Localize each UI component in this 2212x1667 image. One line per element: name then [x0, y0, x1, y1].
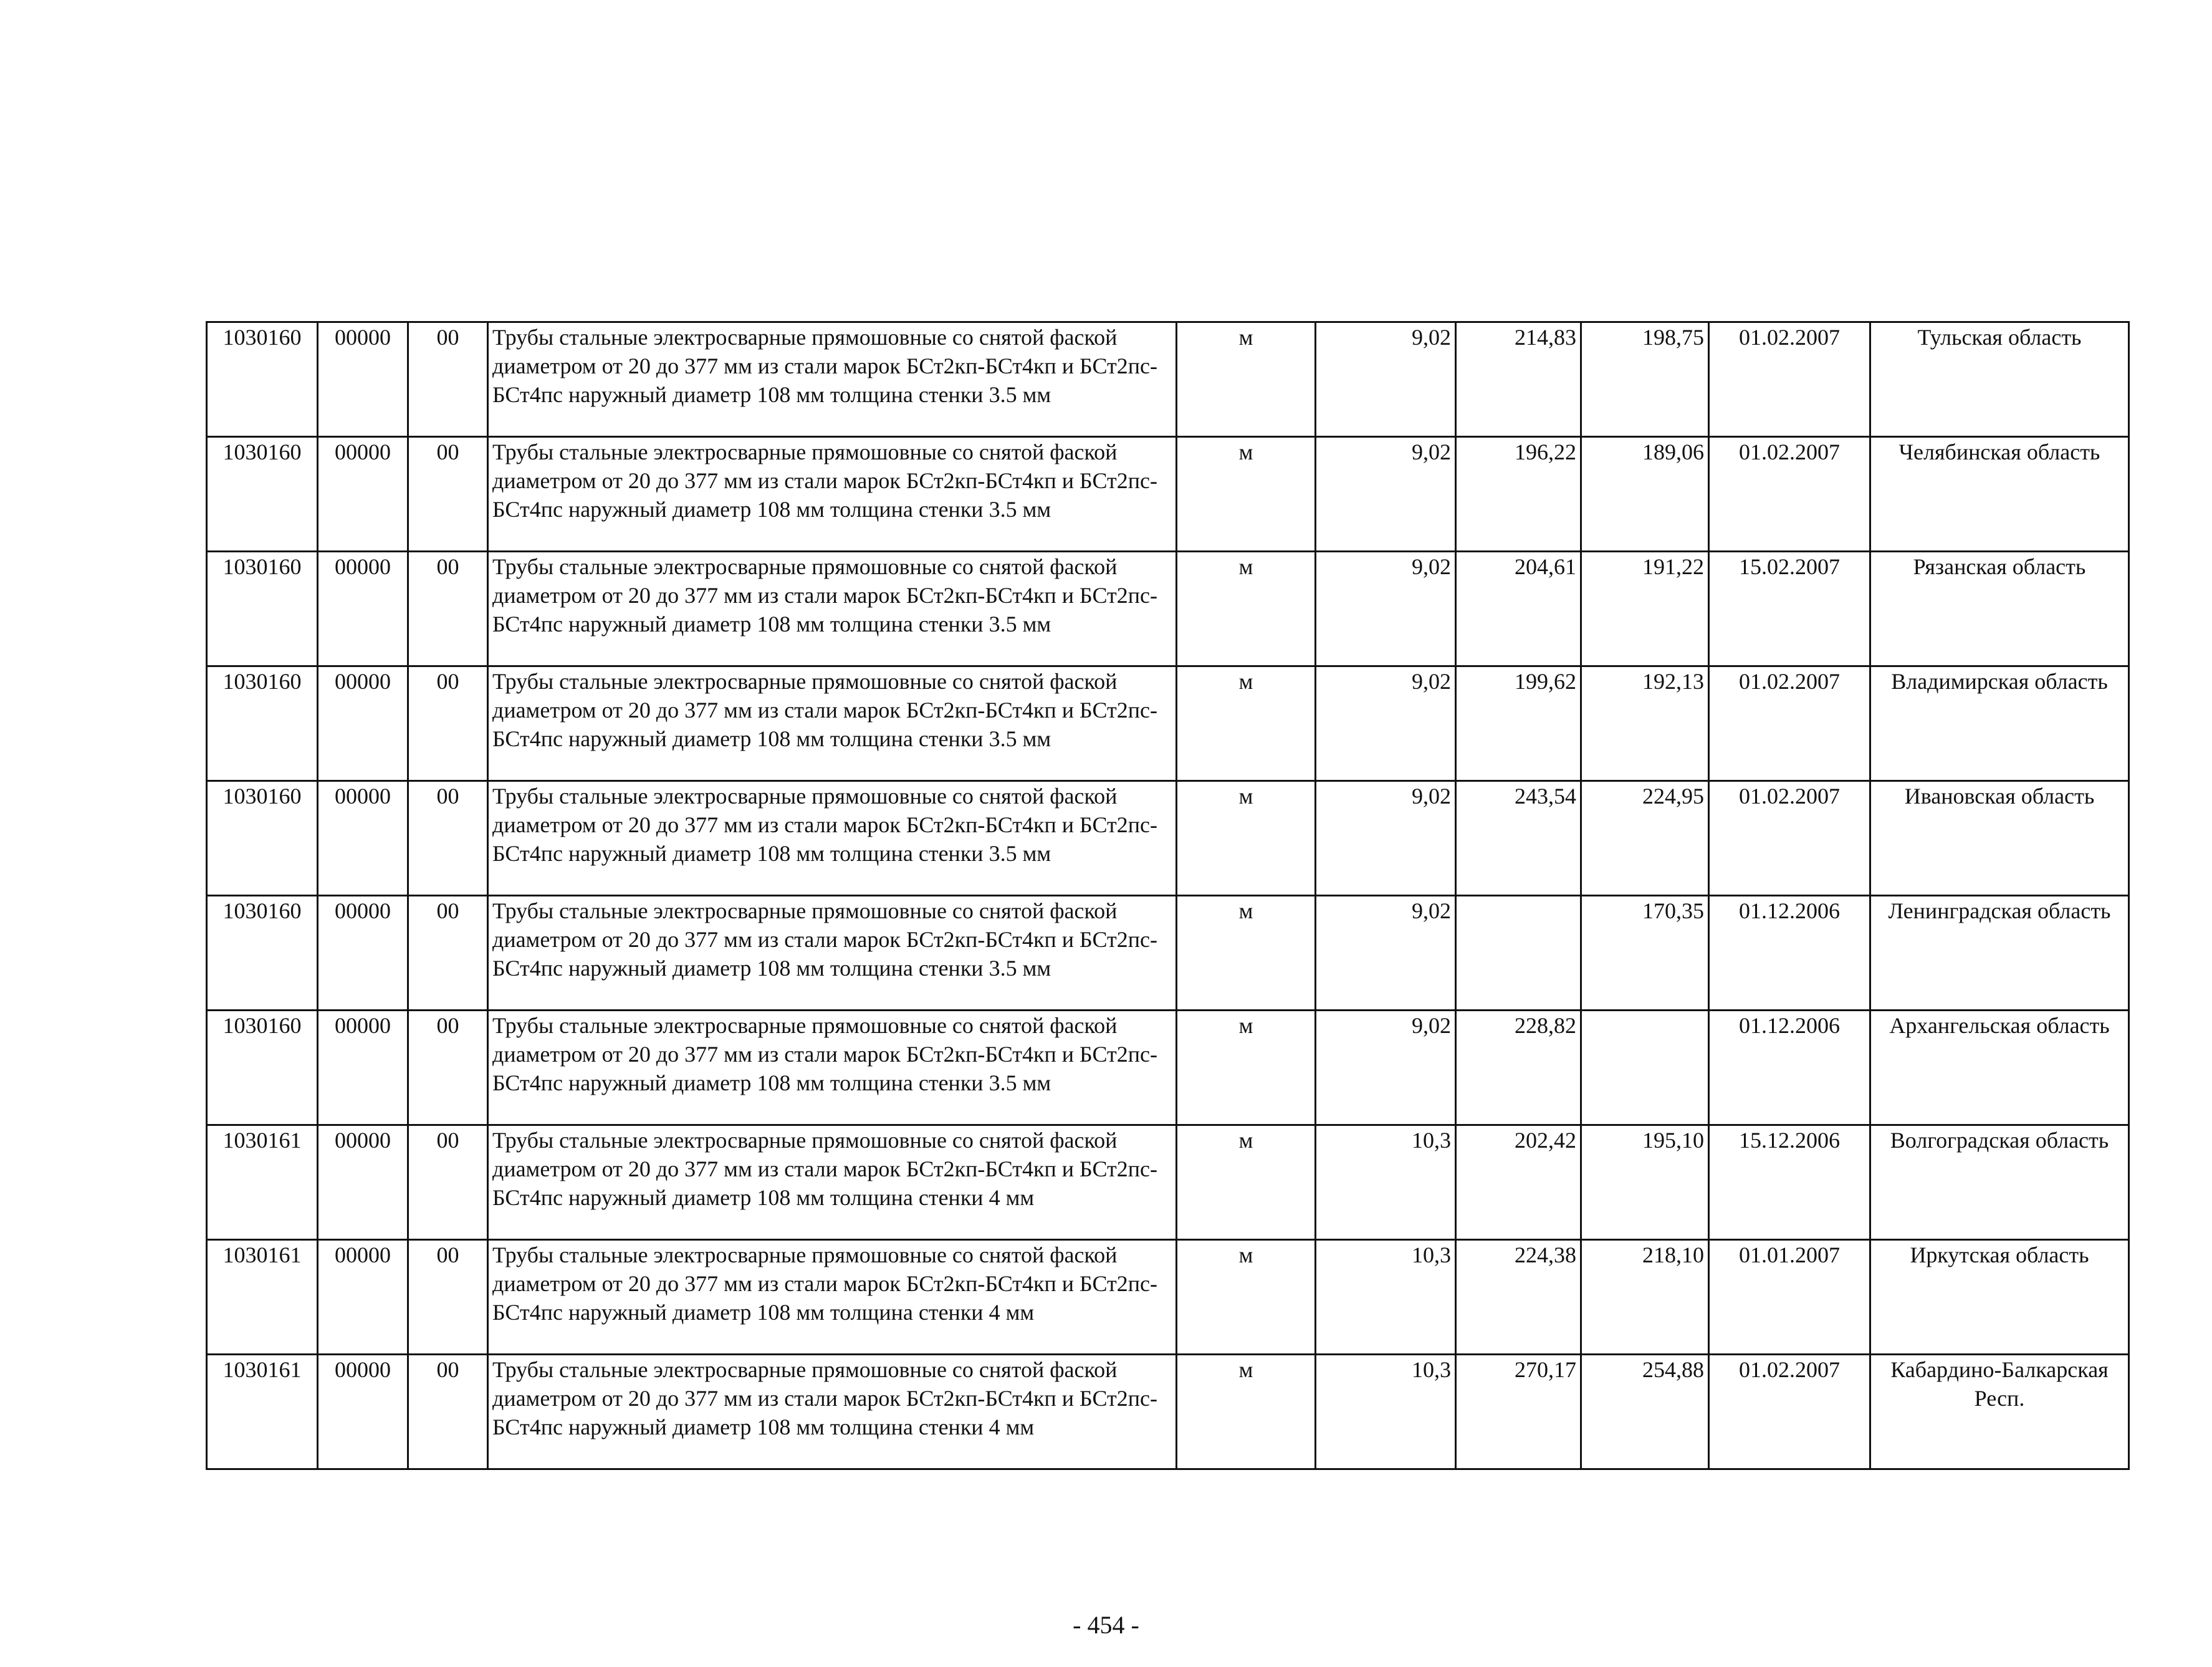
description-cell: Трубы стальные электросварные прямошовные со снятой фаской диаметром от 20 до 377 мм из стали марок БСт2кп-БСт4кп и БСт2пс-БСт4пс наружный диаметр 108 мм толщина стенки 3.5 мм	[488, 437, 1177, 552]
sub-code-cell: 00000	[318, 666, 408, 781]
date-cell: 01.12.2006	[1709, 896, 1870, 1011]
description-cell: Трубы стальные электросварные прямошовные со снятой фаской диаметром от 20 до 377 мм из стали марок БСт2кп-БСт4кп и БСт2пс-БСт4пс наружный диаметр 108 мм толщина стенки 4 мм	[488, 1240, 1177, 1355]
description-cell: Трубы стальные электросварные прямошовные со снятой фаской диаметром от 20 до 377 мм из стали марок БСт2кп-БСт4кп и БСт2пс-БСт4пс наружный диаметр 108 мм толщина стенки 4 мм	[488, 1125, 1177, 1240]
unit-cell: м	[1177, 437, 1316, 552]
description-cell: Трубы стальные электросварные прямошовные со снятой фаской диаметром от 20 до 377 мм из стали марок БСт2кп-БСт4кп и БСт2пс-БСт4пс наружный диаметр 108 мм толщина стенки 3.5 мм	[488, 1011, 1177, 1125]
price-alt-cell: 224,95	[1581, 781, 1709, 896]
item-code-cell: 1030160	[207, 552, 318, 666]
sub-code-cell: 00000	[318, 1355, 408, 1469]
description-cell: Трубы стальные электросварные прямошовные со снятой фаской диаметром от 20 до 377 мм из стали марок БСт2кп-БСт4кп и БСт2пс-БСт4пс наружный диаметр 108 мм толщина стенки 3.5 мм	[488, 781, 1177, 896]
date-cell: 01.02.2007	[1709, 666, 1870, 781]
item-code-cell: 1030160	[207, 322, 318, 437]
weight-cell: 9,02	[1316, 322, 1456, 437]
variant-code-cell: 00	[408, 781, 488, 896]
item-code-cell: 1030160	[207, 437, 318, 552]
item-code-cell: 1030161	[207, 1355, 318, 1469]
sub-code-cell: 00000	[318, 781, 408, 896]
description-cell: Трубы стальные электросварные прямошовные со снятой фаской диаметром от 20 до 377 мм из стали марок БСт2кп-БСт4кп и БСт2пс-БСт4пс наружный диаметр 108 мм толщина стенки 3.5 мм	[488, 552, 1177, 666]
price-cell: 204,61	[1456, 552, 1581, 666]
date-cell: 15.02.2007	[1709, 552, 1870, 666]
item-code-cell: 1030160	[207, 781, 318, 896]
price-alt-cell: 189,06	[1581, 437, 1709, 552]
item-code-cell: 1030160	[207, 666, 318, 781]
unit-cell: м	[1177, 896, 1316, 1011]
unit-cell: м	[1177, 322, 1316, 437]
description-cell: Трубы стальные электросварные прямошовные со снятой фаской диаметром от 20 до 377 мм из стали марок БСт2кп-БСт4кп и БСт2пс-БСт4пс наружный диаметр 108 мм толщина стенки 4 мм	[488, 1355, 1177, 1469]
sub-code-cell: 00000	[318, 896, 408, 1011]
variant-code-cell: 00	[408, 1011, 488, 1125]
unit-cell: м	[1177, 781, 1316, 896]
unit-cell: м	[1177, 1011, 1316, 1125]
variant-code-cell: 00	[408, 437, 488, 552]
sub-code-cell: 00000	[318, 437, 408, 552]
region-cell: Рязанская область	[1870, 552, 2129, 666]
region-cell: Волгоградская область	[1870, 1125, 2129, 1240]
weight-cell: 10,3	[1316, 1125, 1456, 1240]
page-number: - 454 -	[1073, 1611, 1139, 1639]
region-cell: Владимирская область	[1870, 666, 2129, 781]
price-cell: 270,17	[1456, 1355, 1581, 1469]
weight-cell: 9,02	[1316, 552, 1456, 666]
item-code-cell: 1030160	[207, 1011, 318, 1125]
region-cell: Архангельская область	[1870, 1011, 2129, 1125]
region-cell: Кабардино-Балкарская Респ.	[1870, 1355, 2129, 1469]
variant-code-cell: 00	[408, 1125, 488, 1240]
weight-cell: 10,3	[1316, 1240, 1456, 1355]
unit-cell: м	[1177, 1240, 1316, 1355]
price-cell	[1456, 896, 1581, 1011]
item-code-cell: 1030160	[207, 896, 318, 1011]
table-row	[207, 1011, 2129, 1125]
price-table	[206, 321, 2130, 1470]
table-row	[207, 1125, 2129, 1240]
variant-code-cell: 00	[408, 552, 488, 666]
date-cell: 01.02.2007	[1709, 322, 1870, 437]
variant-code-cell: 00	[408, 1240, 488, 1355]
date-cell: 01.12.2006	[1709, 1011, 1870, 1125]
date-cell: 01.01.2007	[1709, 1240, 1870, 1355]
item-code-cell: 1030161	[207, 1240, 318, 1355]
region-cell: Челябинская область	[1870, 437, 2129, 552]
description-cell: Трубы стальные электросварные прямошовные со снятой фаской диаметром от 20 до 377 мм из стали марок БСт2кп-БСт4кп и БСт2пс-БСт4пс наружный диаметр 108 мм толщина стенки 3.5 мм	[488, 322, 1177, 437]
price-alt-cell: 170,35	[1581, 896, 1709, 1011]
date-cell: 01.02.2007	[1709, 1355, 1870, 1469]
item-code-cell: 1030161	[207, 1125, 318, 1240]
region-cell: Иркутская область	[1870, 1240, 2129, 1355]
weight-cell: 10,3	[1316, 1355, 1456, 1469]
unit-cell: м	[1177, 552, 1316, 666]
weight-cell: 9,02	[1316, 666, 1456, 781]
price-cell: 199,62	[1456, 666, 1581, 781]
table-row	[207, 781, 2129, 896]
table-row	[207, 666, 2129, 781]
date-cell: 01.02.2007	[1709, 437, 1870, 552]
table-row	[207, 896, 2129, 1011]
unit-cell: м	[1177, 1125, 1316, 1240]
region-cell: Тульская область	[1870, 322, 2129, 437]
price-alt-cell: 191,22	[1581, 552, 1709, 666]
unit-cell: м	[1177, 666, 1316, 781]
table-row	[207, 1355, 2129, 1469]
variant-code-cell: 00	[408, 1355, 488, 1469]
description-cell: Трубы стальные электросварные прямошовные со снятой фаской диаметром от 20 до 377 мм из стали марок БСт2кп-БСт4кп и БСт2пс-БСт4пс наружный диаметр 108 мм толщина стенки 3.5 мм	[488, 666, 1177, 781]
price-cell: 243,54	[1456, 781, 1581, 896]
price-cell: 196,22	[1456, 437, 1581, 552]
sub-code-cell: 00000	[318, 552, 408, 666]
weight-cell: 9,02	[1316, 437, 1456, 552]
table-row	[207, 437, 2129, 552]
variant-code-cell: 00	[408, 322, 488, 437]
sub-code-cell: 00000	[318, 322, 408, 437]
price-alt-cell: 254,88	[1581, 1355, 1709, 1469]
sub-code-cell: 00000	[318, 1125, 408, 1240]
price-alt-cell: 198,75	[1581, 322, 1709, 437]
weight-cell: 9,02	[1316, 781, 1456, 896]
price-cell: 224,38	[1456, 1240, 1581, 1355]
table-row	[207, 322, 2129, 437]
variant-code-cell: 00	[408, 666, 488, 781]
price-cell: 214,83	[1456, 322, 1581, 437]
price-cell: 202,42	[1456, 1125, 1581, 1240]
region-cell: Ленинградская область	[1870, 896, 2129, 1011]
date-cell: 15.12.2006	[1709, 1125, 1870, 1240]
weight-cell: 9,02	[1316, 1011, 1456, 1125]
price-alt-cell: 192,13	[1581, 666, 1709, 781]
table-row	[207, 1240, 2129, 1355]
price-alt-cell: 218,10	[1581, 1240, 1709, 1355]
price-cell: 228,82	[1456, 1011, 1581, 1125]
date-cell: 01.02.2007	[1709, 781, 1870, 896]
sub-code-cell: 00000	[318, 1011, 408, 1125]
sub-code-cell: 00000	[318, 1240, 408, 1355]
table-row	[207, 552, 2129, 666]
unit-cell: м	[1177, 1355, 1316, 1469]
price-alt-cell: 195,10	[1581, 1125, 1709, 1240]
weight-cell: 9,02	[1316, 896, 1456, 1011]
variant-code-cell: 00	[408, 896, 488, 1011]
description-cell: Трубы стальные электросварные прямошовные со снятой фаской диаметром от 20 до 377 мм из стали марок БСт2кп-БСт4кп и БСт2пс-БСт4пс наружный диаметр 108 мм толщина стенки 3.5 мм	[488, 896, 1177, 1011]
region-cell: Ивановская область	[1870, 781, 2129, 896]
price-alt-cell	[1581, 1011, 1709, 1125]
